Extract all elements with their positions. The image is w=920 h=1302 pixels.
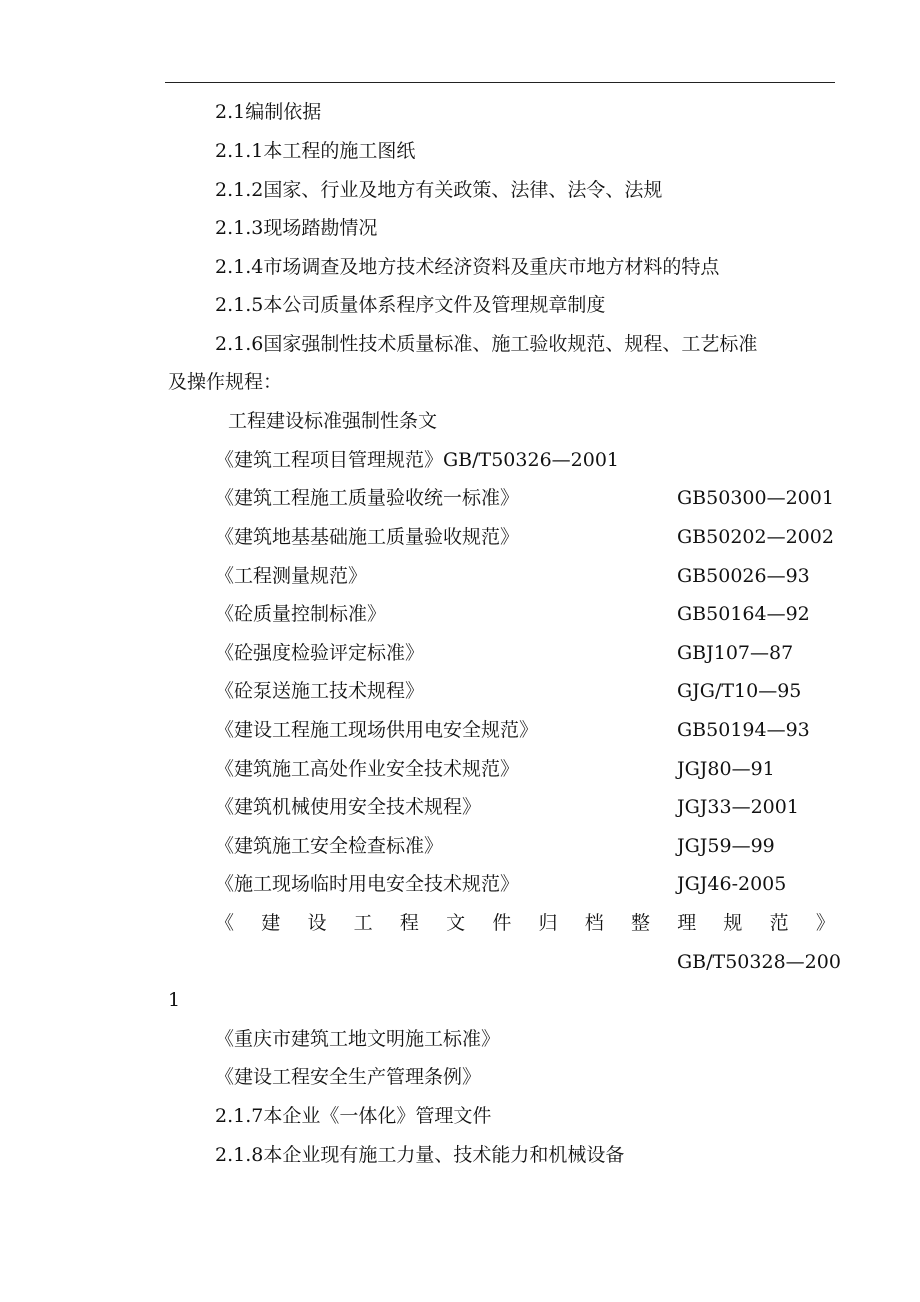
standard-code: JGJ33—2001 xyxy=(677,796,799,818)
standard-archive-code-tail: 1 xyxy=(168,989,181,1011)
char: 理 xyxy=(677,912,697,934)
standard-name: 《建筑施工安全检查标准》 xyxy=(215,835,444,857)
standard-code: GB50164—92 xyxy=(677,603,810,625)
standard-archive-name xyxy=(215,910,835,936)
standard-code: GB50194—93 xyxy=(677,719,810,741)
item-2-1-3: 2.1.3现场踏勘情况 xyxy=(215,217,378,239)
standard-name: 《建设工程施工现场供用电安全规范》 xyxy=(215,719,539,741)
standard-first: 《建筑工程项目管理规范》GB/T50326—2001 xyxy=(215,449,620,471)
standard-code: JGJ59—99 xyxy=(677,835,775,857)
char: 件 xyxy=(492,912,512,934)
item-2-1-5: 2.1.5本公司质量体系程序文件及管理规章制度 xyxy=(215,294,606,316)
char: 建 xyxy=(261,912,281,934)
standard-name: 《砼泵送施工技术规程》 xyxy=(215,680,425,702)
standard-name: 《砼质量控制标准》 xyxy=(215,603,387,625)
standard-code: GJG/T10—95 xyxy=(677,680,802,702)
standard-archive-code: GB/T50328—200 xyxy=(677,951,841,973)
standard-code: GB50026—93 xyxy=(677,565,810,587)
char: 文 xyxy=(446,912,466,934)
standard-name: 《建筑工程施工质量验收统一标准》 xyxy=(215,487,520,509)
char: 程 xyxy=(399,912,419,934)
standard-code: GB50202—2002 xyxy=(677,526,834,548)
char: 规 xyxy=(723,912,743,934)
char: 范 xyxy=(769,912,789,934)
standard-civilized-site: 《重庆市建筑工地文明施工标准》 xyxy=(215,1028,501,1050)
standard-name: 《建筑机械使用安全技术规程》 xyxy=(215,796,482,818)
section-heading: 2.1编制依据 xyxy=(215,101,322,123)
standard-code: JGJ46-2005 xyxy=(677,873,787,895)
standard-name: 《建筑地基基础施工质量验收规范》 xyxy=(215,526,520,548)
item-2-1-6-line1: 2.1.6国家强制性技术质量标准、施工验收规范、规程、工艺标准 xyxy=(215,333,758,355)
char: 档 xyxy=(584,912,604,934)
item-2-1-2: 2.1.2国家、行业及地方有关政策、法律、法令、法规 xyxy=(215,179,663,201)
char: 》 xyxy=(815,912,835,934)
char: 归 xyxy=(538,912,558,934)
standard-safety-regulation: 《建设工程安全生产管理条例》 xyxy=(215,1066,482,1088)
item-2-1-8: 2.1.8本企业现有施工力量、技术能力和机械设备 xyxy=(215,1144,625,1166)
item-2-1-6-line2: 及操作规程： xyxy=(168,371,283,393)
standard-name: 《施工现场临时用电安全技术规范》 xyxy=(215,873,520,895)
char: 整 xyxy=(630,912,650,934)
item-2-1-4: 2.1.4市场调查及地方技术经济资料及重庆市地方材料的特点 xyxy=(215,256,720,278)
item-2-1-1: 2.1.1本工程的施工图纸 xyxy=(215,140,416,162)
sub-intro: 工程建设标准强制性条文 xyxy=(228,410,438,432)
standard-code: JGJ80—91 xyxy=(677,758,775,780)
standard-name: 《建筑施工高处作业安全技术规范》 xyxy=(215,758,520,780)
char: 设 xyxy=(307,912,327,934)
item-2-1-7: 2.1.7本企业《一体化》管理文件 xyxy=(215,1105,492,1127)
header-rule xyxy=(165,82,835,83)
char: 工 xyxy=(353,912,373,934)
standard-code: GBJ107—87 xyxy=(677,642,794,664)
standard-code: GB50300—2001 xyxy=(677,487,834,509)
char: 《 xyxy=(215,912,235,934)
standard-name: 《砼强度检验评定标准》 xyxy=(215,642,425,664)
standard-name: 《工程测量规范》 xyxy=(215,565,368,587)
